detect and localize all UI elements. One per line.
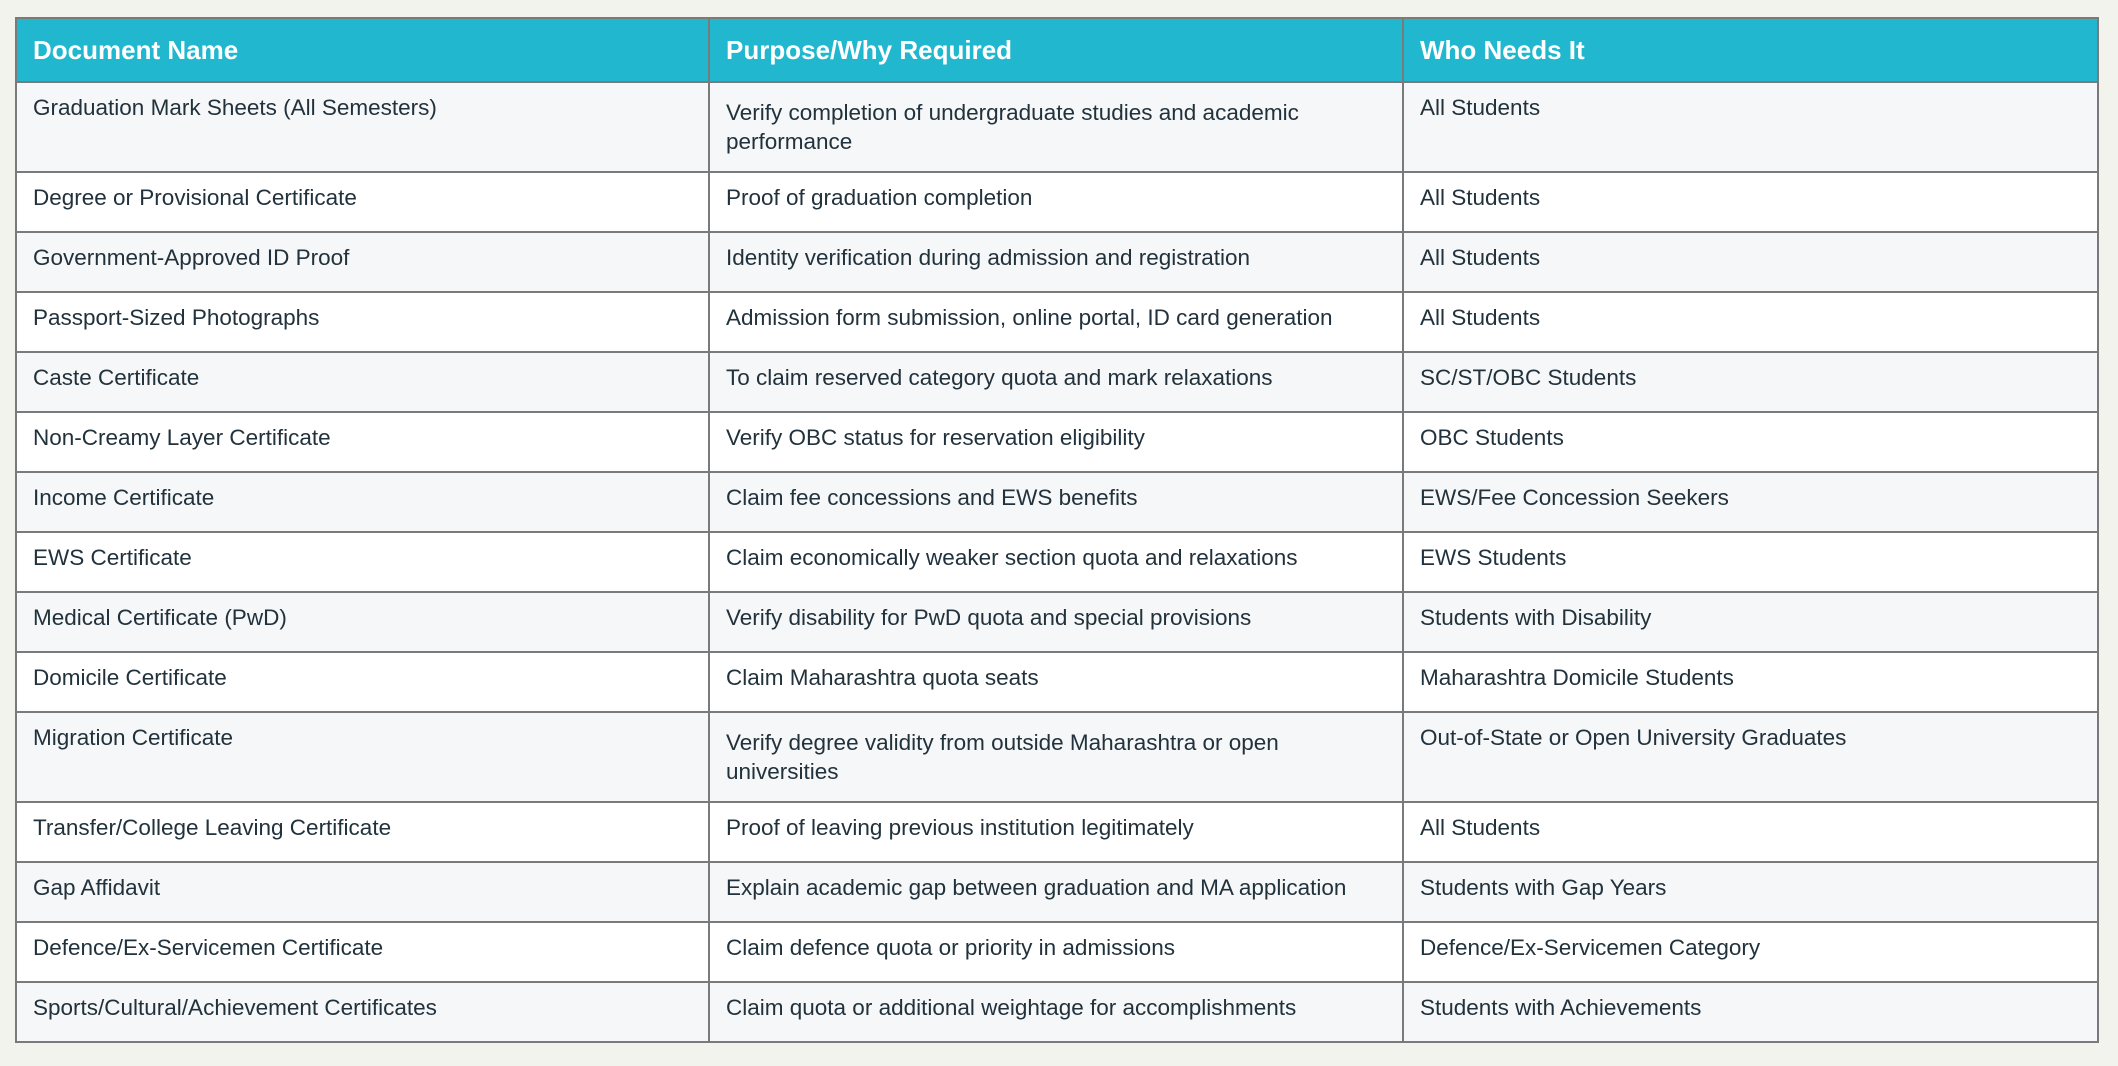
cell-purpose: Verify disability for PwD quota and special provisions [709, 592, 1403, 652]
cell-who-needs-it: EWS Students [1403, 532, 2098, 592]
cell-document-name: EWS Certificate [16, 532, 709, 592]
cell-document-name: Non-Creamy Layer Certificate [16, 412, 709, 472]
table-row [16, 982, 2098, 1042]
cell-who-needs-it: Students with Achievements [1403, 982, 2098, 1042]
table-row [16, 172, 2098, 232]
header-who-needs-it: Who Needs It [1403, 18, 2098, 82]
cell-who-needs-it: OBC Students [1403, 412, 2098, 472]
cell-who-needs-it: Students with Disability [1403, 592, 2098, 652]
cell-who-needs-it: All Students [1403, 292, 2098, 352]
cell-purpose: Claim Maharashtra quota seats [709, 652, 1403, 712]
cell-document-name: Caste Certificate [16, 352, 709, 412]
table-row [16, 292, 2098, 352]
cell-document-name: Graduation Mark Sheets (All Semesters) [16, 82, 709, 172]
cell-purpose: Identity verification during admission and registration [709, 232, 1403, 292]
documents-table [15, 17, 2099, 1043]
cell-document-name: Degree or Provisional Certificate [16, 172, 709, 232]
cell-document-name: Gap Affidavit [16, 862, 709, 922]
cell-purpose: Verify completion of undergraduate studies and academic performance [709, 82, 1403, 172]
cell-who-needs-it: Defence/Ex-Servicemen Category [1403, 922, 2098, 982]
cell-document-name: Domicile Certificate [16, 652, 709, 712]
cell-purpose: Admission form submission, online portal, ID card generation [709, 292, 1403, 352]
cell-who-needs-it: All Students [1403, 802, 2098, 862]
table-row [16, 922, 2098, 982]
table-row [16, 802, 2098, 862]
cell-who-needs-it: All Students [1403, 232, 2098, 292]
cell-who-needs-it: Students with Gap Years [1403, 862, 2098, 922]
header-purpose: Purpose/Why Required [709, 18, 1403, 82]
table-row [16, 232, 2098, 292]
cell-document-name: Transfer/College Leaving Certificate [16, 802, 709, 862]
header-row [16, 18, 2098, 82]
cell-purpose: Claim fee concessions and EWS benefits [709, 472, 1403, 532]
cell-purpose: Explain academic gap between graduation and MA application [709, 862, 1403, 922]
table-row [16, 652, 2098, 712]
cell-purpose: To claim reserved category quota and mark relaxations [709, 352, 1403, 412]
cell-document-name: Migration Certificate [16, 712, 709, 802]
table-row [16, 82, 2098, 172]
table-row [16, 712, 2098, 802]
cell-who-needs-it: All Students [1403, 82, 2098, 172]
cell-who-needs-it: EWS/Fee Concession Seekers [1403, 472, 2098, 532]
table-row [16, 352, 2098, 412]
header-document-name: Document Name [16, 18, 709, 82]
cell-purpose: Verify degree validity from outside Maharashtra or open universities [709, 712, 1403, 802]
table-row [16, 592, 2098, 652]
cell-purpose: Claim quota or additional weightage for accomplishments [709, 982, 1403, 1042]
cell-document-name: Passport-Sized Photographs [16, 292, 709, 352]
cell-purpose: Proof of graduation completion [709, 172, 1403, 232]
table-row [16, 862, 2098, 922]
cell-purpose: Verify OBC status for reservation eligibility [709, 412, 1403, 472]
cell-who-needs-it: SC/ST/OBC Students [1403, 352, 2098, 412]
cell-who-needs-it: Maharashtra Domicile Students [1403, 652, 2098, 712]
table-row [16, 472, 2098, 532]
table-row [16, 412, 2098, 472]
cell-document-name: Medical Certificate (PwD) [16, 592, 709, 652]
table-body [16, 82, 2098, 1042]
documents-table-container [15, 17, 2097, 1043]
cell-who-needs-it: Out-of-State or Open University Graduates [1403, 712, 2098, 802]
cell-purpose: Claim economically weaker section quota and relaxations [709, 532, 1403, 592]
cell-purpose: Claim defence quota or priority in admissions [709, 922, 1403, 982]
cell-document-name: Defence/Ex-Servicemen Certificate [16, 922, 709, 982]
table-row [16, 532, 2098, 592]
cell-document-name: Sports/Cultural/Achievement Certificates [16, 982, 709, 1042]
cell-purpose: Proof of leaving previous institution legitimately [709, 802, 1403, 862]
cell-who-needs-it: All Students [1403, 172, 2098, 232]
cell-document-name: Government-Approved ID Proof [16, 232, 709, 292]
table-header [16, 18, 2098, 82]
cell-document-name: Income Certificate [16, 472, 709, 532]
